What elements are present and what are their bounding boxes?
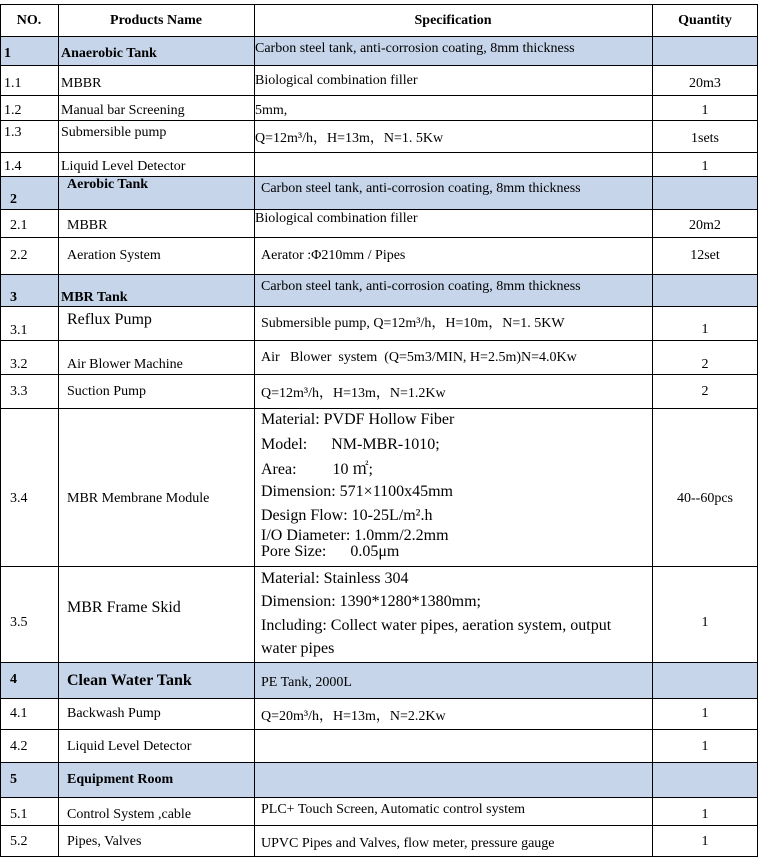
quantity: 2 (701, 357, 709, 372)
table-row (0, 825, 758, 857)
table-header (0, 4, 758, 36)
quantity: 1 (701, 706, 709, 721)
row-number: 2 (10, 192, 17, 207)
grid-line (0, 662, 758, 663)
header-specification: Specification (414, 13, 492, 28)
product-name: Submersible pump (61, 125, 167, 140)
table-row (0, 120, 758, 152)
specification: Biological combination filler (255, 73, 418, 88)
section-title: Equipment Room (67, 772, 174, 787)
header-quantity: Quantity (678, 13, 732, 28)
spec-material: Material: PVDF Hollow Fiber (261, 411, 455, 428)
specification: Submersible pump, Q=12m³/h，H=10m，N=1. 5KW (261, 316, 565, 331)
quantity: 1 (701, 807, 709, 822)
quantity: 20m3 (689, 76, 721, 91)
grid-line (0, 306, 758, 307)
table-row (0, 152, 758, 176)
grid-line (0, 762, 758, 763)
specification: Q=12m³/h，H=13m，N=1. 5Kw (255, 131, 444, 146)
grid-line (0, 237, 758, 238)
product-name: Reflux Pump (67, 311, 152, 328)
table-row (0, 340, 758, 374)
specification: Carbon steel tank, anti-corrosion coating, 8mm thickness (261, 279, 581, 294)
table-row (0, 95, 758, 120)
grid-line (0, 825, 758, 826)
header-products-name: Products Name (110, 13, 202, 28)
specification: PLC+ Touch Screen, Automatic control system (261, 802, 526, 817)
quantity: 1 (701, 103, 709, 118)
row-number: 1.2 (4, 103, 22, 118)
section-title: MBR Tank (61, 290, 128, 305)
grid-line (0, 698, 758, 699)
specification: Q=20m³/h，H=13m，N=2.2Kw (261, 709, 446, 724)
table-row (0, 408, 758, 566)
grid-line (0, 36, 758, 37)
product-name: Liquid Level Detector (61, 159, 186, 174)
grid-line (0, 797, 758, 798)
quantity: 1 (701, 615, 709, 630)
grid-line (0, 209, 758, 210)
table-row (0, 729, 758, 762)
specification: PE Tank, 2000L (261, 675, 352, 690)
quantity: 40--60pcs (677, 491, 733, 506)
grid-line (0, 65, 758, 66)
spec-material: Material: Stainless 304 (261, 570, 409, 587)
row-number: 3.5 (10, 615, 28, 630)
row-number: 4 (10, 672, 17, 687)
grid-line (757, 4, 758, 857)
quantity: 12set (690, 248, 720, 263)
table-row (0, 209, 758, 237)
product-name: MBBR (61, 76, 102, 91)
quantity: 20m2 (689, 218, 721, 233)
table-row (0, 237, 758, 274)
grid-line (0, 729, 758, 730)
section-row-mbr-tank (0, 274, 758, 306)
product-name: Manual bar Screening (61, 103, 185, 118)
grid-line (58, 4, 59, 857)
header-no: NO. (16, 13, 42, 28)
specification: UPVC Pipes and Valves, flow meter, pressure gauge (261, 836, 555, 851)
table-row (0, 566, 758, 662)
grid-line (0, 566, 758, 567)
specification: Aerator :Φ210mm / Pipes (261, 248, 406, 263)
table-row (0, 306, 758, 340)
specification: Air Blower system (Q=5m3/MIN, H=2.5m)N=4.0Kw (261, 350, 577, 365)
spec-including: Including: Collect water pipes, aeration system, output (261, 617, 612, 634)
specification: Q=12m³/h，H=13m，N=1.2Kw (261, 386, 446, 401)
grid-line (0, 4, 1, 857)
table-row (0, 374, 758, 408)
row-number: 5 (10, 772, 17, 787)
grid-line (0, 152, 758, 153)
grid-line (652, 4, 653, 857)
row-number: 3 (10, 290, 17, 305)
quantity: 1sets (691, 131, 719, 146)
section-title: Clean Water Tank (67, 672, 192, 689)
grid-line (0, 95, 758, 96)
row-number: 1.1 (4, 76, 22, 91)
product-name: MBR Membrane Module (67, 491, 210, 506)
quantity: 1 (701, 159, 709, 174)
grid-line (0, 340, 758, 341)
spec-area: Area: 10 ㎡; (261, 461, 373, 478)
row-number: 1.3 (4, 125, 22, 140)
spec-model: Model: NM-MBR-1010; (261, 436, 440, 453)
table-row (0, 698, 758, 729)
row-number: 3.2 (10, 357, 28, 372)
quantity: 2 (701, 384, 709, 399)
grid-line (0, 374, 758, 375)
row-number: 4.1 (10, 706, 28, 721)
spec-dimension: Dimension: 571×1100x45mm (261, 483, 453, 500)
grid-line (0, 120, 758, 121)
quantity: 1 (701, 834, 709, 849)
table-row (0, 65, 758, 95)
specification: Carbon steel tank, anti-corrosion coating, 8mm thickness (255, 41, 575, 56)
quantity: 1 (701, 739, 709, 754)
row-number: 3.3 (10, 384, 28, 399)
grid-line (0, 408, 758, 409)
row-number: 4.2 (10, 739, 28, 754)
section-title: Aerobic Tank (67, 177, 149, 192)
product-name: Air Blower Machine (67, 357, 183, 372)
product-name: MBR Frame Skid (67, 599, 181, 616)
spec-io-diameter: I/O Diameter: 1.0mm/2.2mm (261, 527, 449, 544)
grid-line (0, 856, 758, 857)
row-number: 5.1 (10, 807, 28, 822)
spec-pore-size: Pore Size: 0.05μm (261, 543, 400, 560)
product-name: Backwash Pump (67, 706, 161, 721)
section-title: Anaerobic Tank (61, 46, 157, 61)
section-row-clean-water-tank (0, 662, 758, 698)
row-number: 2.1 (10, 218, 28, 233)
spec-dimension: Dimension: 1390*1280*1380mm; (261, 593, 481, 610)
specification: Carbon steel tank, anti-corrosion coating, 8mm thickness (261, 181, 581, 196)
table-row (0, 797, 758, 825)
row-number: 3.4 (10, 491, 28, 506)
spec-design-flow: Design Flow: 10-25L/m².h (261, 507, 433, 524)
product-name: Aeration System (67, 248, 161, 263)
section-row-aerobic-tank (0, 176, 758, 209)
product-name: Liquid Level Detector (67, 739, 192, 754)
row-number: 2.2 (10, 248, 28, 263)
grid-line (0, 176, 758, 177)
section-row-equipment-room (0, 762, 758, 797)
row-number: 3.1 (10, 323, 28, 338)
section-row-anaerobic-tank (0, 36, 758, 65)
grid-line (0, 4, 758, 5)
row-number: 1 (4, 46, 11, 61)
spec-including-cont: water pipes (261, 640, 335, 657)
grid-line (0, 274, 758, 275)
product-name: Control System ,cable (67, 807, 192, 822)
specification: 5mm, (255, 103, 288, 118)
product-name: Pipes, Valves (67, 834, 142, 849)
grid-line (254, 4, 255, 857)
quantity: 1 (701, 322, 709, 337)
product-name: MBBR (67, 218, 108, 233)
row-number: 5.2 (10, 834, 28, 849)
specification: Biological combination filler (255, 211, 418, 226)
product-name: Suction Pump (67, 384, 146, 399)
row-number: 1.4 (4, 159, 22, 174)
